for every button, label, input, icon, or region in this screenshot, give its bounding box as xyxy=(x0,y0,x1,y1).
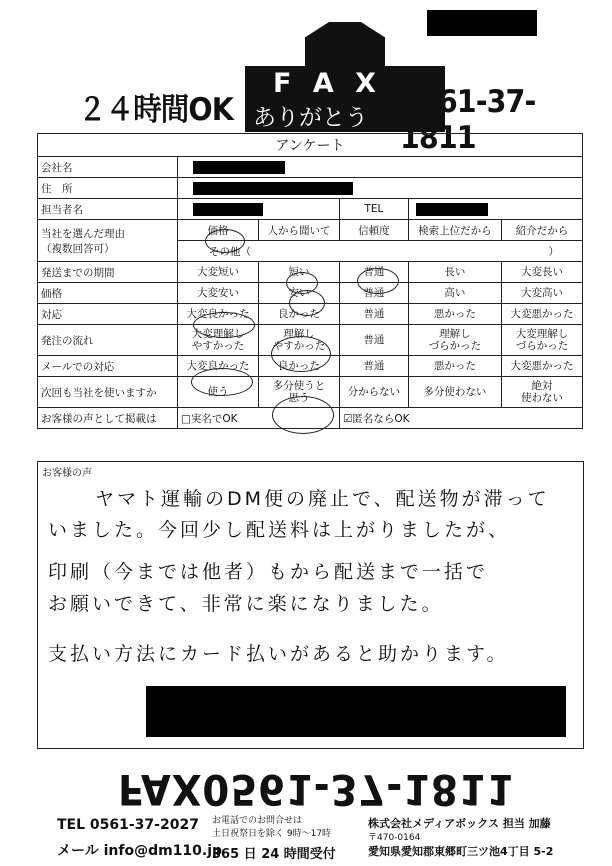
publish-label: お客様の声として掲載は xyxy=(38,408,178,429)
rating-option[interactable]: 大変理解し づらかった xyxy=(501,325,582,356)
rating-option[interactable]: 多分使うと 思う xyxy=(259,377,340,408)
comment-line: 支払い方法にカード払いがあると助かります。 xyxy=(48,643,509,665)
address-label: 住 所 xyxy=(38,178,178,199)
contact-field[interactable] xyxy=(178,199,340,220)
banner-fax-subtitle: ありがとう xyxy=(253,105,368,131)
rating-option[interactable]: 大変良かった xyxy=(178,304,259,325)
rating-option[interactable]: 大変良かった xyxy=(178,356,259,377)
rating-option[interactable]: 長い xyxy=(408,262,501,283)
rating-option[interactable]: 普通 xyxy=(340,356,409,377)
redacted-block-top xyxy=(427,10,537,36)
rating-option[interactable]: 大変短い xyxy=(178,262,259,283)
tel-field[interactable] xyxy=(408,199,582,220)
company-label: 会社名 xyxy=(38,157,178,178)
publish-anon[interactable]: ☑匿名ならOK xyxy=(340,408,583,429)
reason-option[interactable]: 価格 xyxy=(178,220,259,241)
rating-option[interactable]: 大変高い xyxy=(501,283,582,304)
banner-fax-title: F A X xyxy=(273,68,382,99)
answer-circle xyxy=(272,396,334,434)
address-field[interactable] xyxy=(178,178,583,199)
rating-option[interactable]: 多分使わない xyxy=(408,377,501,408)
answer-circle xyxy=(191,368,253,396)
banner-24h: ２４時間OK xyxy=(78,92,233,128)
company-field[interactable] xyxy=(178,157,583,178)
footer-mail: メール info@dm110.jp xyxy=(57,843,223,859)
tel-redaction xyxy=(416,203,488,216)
reason-other-label: その他（ xyxy=(209,245,251,258)
answer-circle xyxy=(289,290,325,316)
reason-label-line2: （複数回答可） xyxy=(41,242,115,255)
reason-option[interactable]: 信頼度 xyxy=(340,220,409,241)
voice-label: お客様の声 xyxy=(42,468,92,479)
rating-option[interactable]: 普通 xyxy=(340,262,409,283)
publish-real[interactable]: □実名でOK xyxy=(178,408,340,429)
footer-address: 愛知県愛知郡東郷町三ツ池4丁目 5-2 xyxy=(368,845,554,858)
rating-row-label: 発送までの期間 xyxy=(38,262,178,283)
company-redaction xyxy=(193,161,285,174)
footer-fax-mirrored: FAX0561-37-1811 xyxy=(118,765,515,814)
rating-option[interactable]: 安い xyxy=(259,283,340,304)
footer-hours-2: 土日祝祭日を除く 9時〜17時 xyxy=(212,829,332,839)
rating-option[interactable]: 大変長い xyxy=(501,262,582,283)
rating-option[interactable]: 大変悪かった xyxy=(501,304,582,325)
comment-line: 印刷（今までは他者）もから配送まで一括で xyxy=(48,561,489,583)
rating-row-label: 発注の流れ xyxy=(38,325,178,356)
rating-option[interactable]: 理解し やすかった xyxy=(259,325,340,356)
comment-line: いました。今回少し配送料は上がりましたが、 xyxy=(48,519,511,541)
reason-option[interactable]: 人から聞いて xyxy=(259,220,340,241)
reason-label-line1: 当社を選んだ理由 xyxy=(41,227,125,240)
rating-row-label: 次回も当社を使いますか xyxy=(38,377,178,408)
answer-circle xyxy=(357,268,399,294)
answer-circle xyxy=(205,229,245,253)
footer-company: 株式会社メディアボックス 担当 加藤 xyxy=(368,817,551,830)
address-redaction xyxy=(193,182,353,195)
reason-option[interactable]: 検索上位だから xyxy=(408,220,501,241)
contact-label: 担当者名 xyxy=(38,199,178,220)
footer-zip: 〒470-0164 xyxy=(368,833,421,843)
rating-option[interactable]: 絶対 使わない xyxy=(501,377,582,408)
rating-option[interactable]: 分からない xyxy=(340,377,409,408)
rating-option[interactable]: 悪かった xyxy=(408,356,501,377)
rating-option[interactable]: 普通 xyxy=(340,283,409,304)
rating-option[interactable]: 大変理解し やすかった xyxy=(178,325,259,356)
rating-option[interactable]: 高い xyxy=(408,283,501,304)
rating-option[interactable]: 良かった xyxy=(259,304,340,325)
banner-fax-number: 0561-37-1811 xyxy=(400,84,536,156)
rating-row-label: 対応 xyxy=(38,304,178,325)
comment-line: お願いできて、非常に楽になりました。 xyxy=(48,593,444,615)
survey-title: アンケート xyxy=(38,134,583,157)
comment-line: ヤマト運輸のDM便の廃止で、配送物が滞って xyxy=(95,488,550,510)
rating-row-label: 価格 xyxy=(38,283,178,304)
tel-label: TEL xyxy=(340,199,409,220)
rating-row-label: メールでの対応 xyxy=(38,356,178,377)
footer-hours-3: 365 日 24 時間受付 xyxy=(212,847,336,862)
rating-option[interactable]: 理解し づらかった xyxy=(408,325,501,356)
reason-other-close: ） xyxy=(548,245,559,258)
reason-label xyxy=(38,220,178,262)
redacted-block-signature xyxy=(146,686,566,737)
rating-option[interactable]: 大変悪かった xyxy=(501,356,582,377)
rating-option[interactable]: 短い xyxy=(259,262,340,283)
rating-option[interactable]: 良かった xyxy=(259,356,340,377)
rating-option[interactable]: 普通 xyxy=(340,304,409,325)
answer-circle xyxy=(271,336,331,372)
rating-option[interactable]: 使う xyxy=(178,377,259,408)
footer-tel: TEL 0561-37-2027 xyxy=(57,817,199,833)
rating-option[interactable]: 普通 xyxy=(340,325,409,356)
answer-circle xyxy=(193,312,255,338)
reason-option[interactable]: 紹介だから xyxy=(501,220,582,241)
contact-redaction xyxy=(193,203,263,216)
rating-option[interactable]: 大変安い xyxy=(178,283,259,304)
rating-option[interactable]: 悪かった xyxy=(408,304,501,325)
footer-hours-1: お電話でのお問合せは xyxy=(212,816,303,826)
